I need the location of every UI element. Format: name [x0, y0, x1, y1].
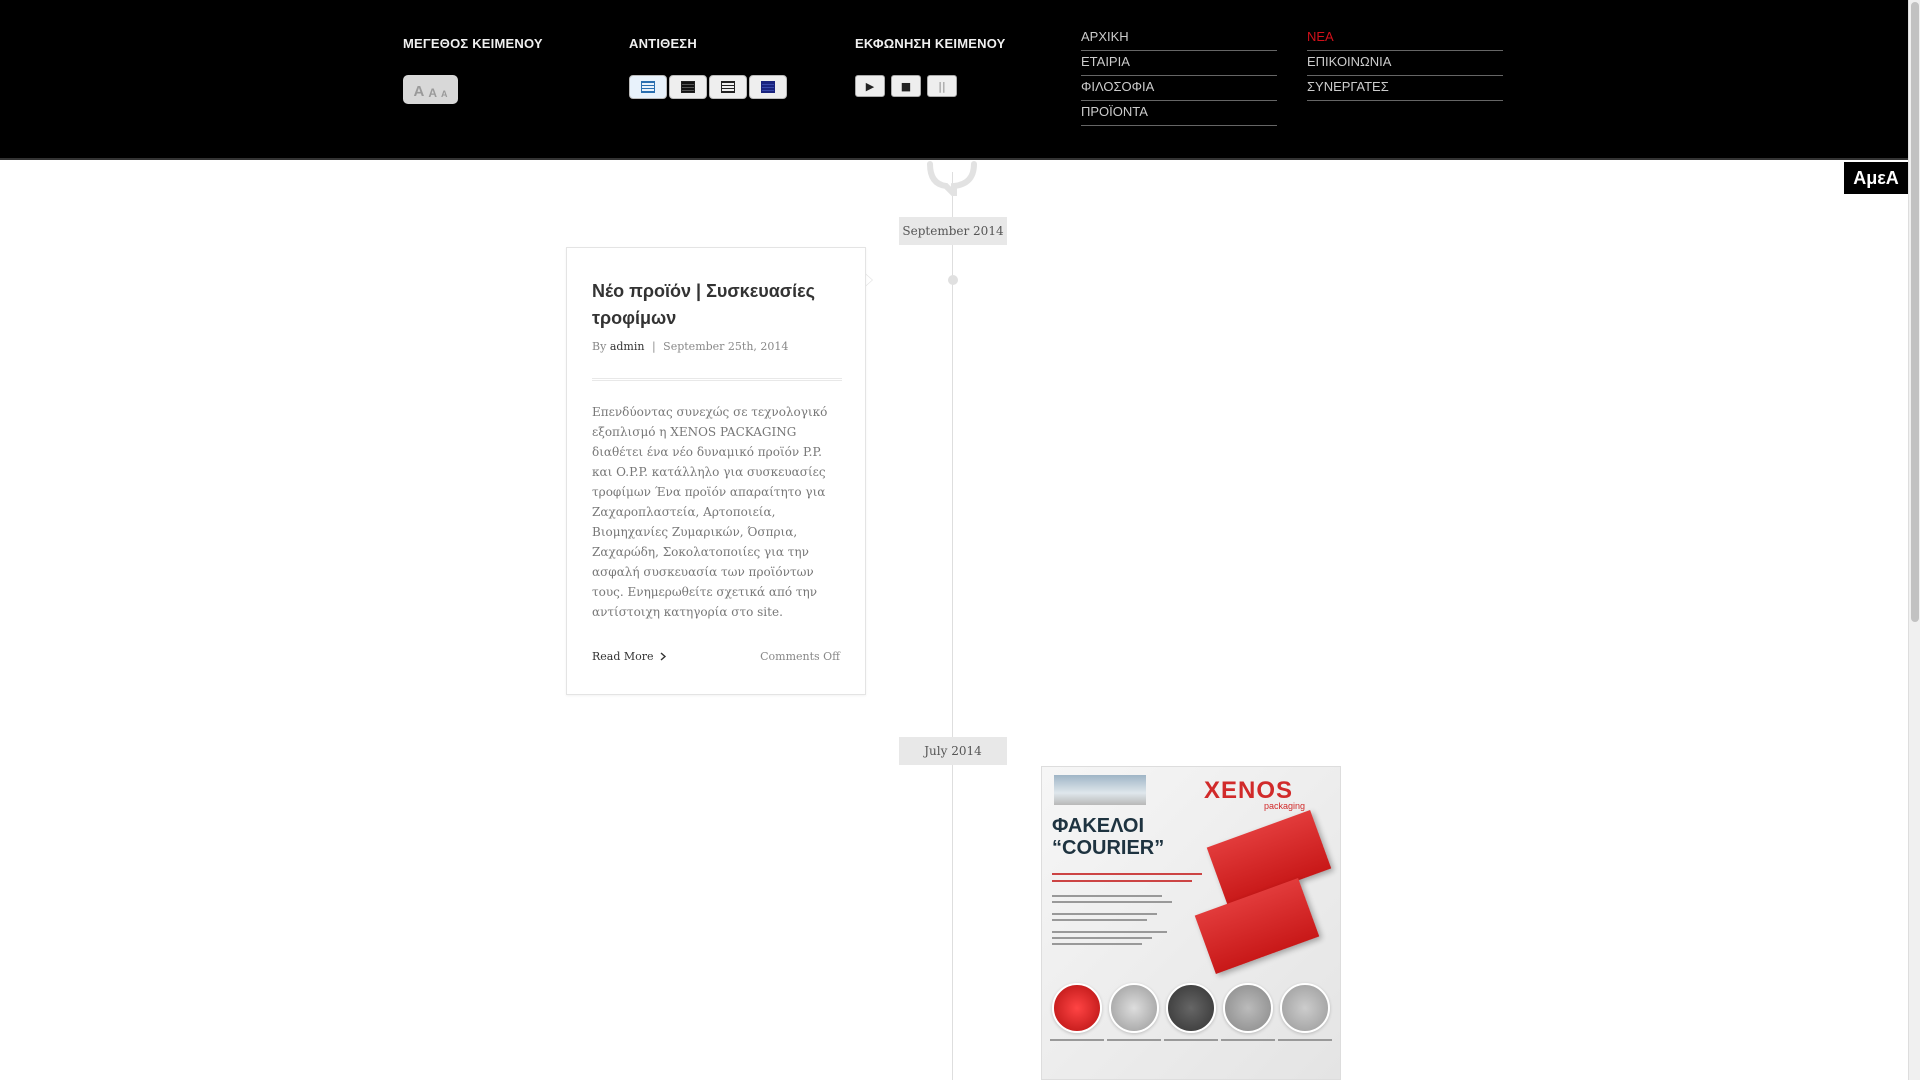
main-nav-column-1	[1081, 26, 1277, 126]
text-size-group	[403, 36, 543, 104]
accessibility-header	[0, 0, 1908, 160]
chevron-right-icon	[660, 652, 667, 661]
nav-item-home[interactable]: ΑΡΧΙΚΗ	[1081, 26, 1277, 51]
speech-title: ΕΚΦΩΝΗΣΗ ΚΕΙΜΕΝΟΥ	[855, 36, 1006, 51]
text-size-large-button[interactable]: A	[413, 83, 425, 100]
flyer-text-line	[1052, 937, 1152, 939]
post-author-link[interactable]: admin	[609, 340, 645, 353]
nav-item-contact[interactable]: ΕΠΙΚΟΙΝΩΝΙΑ	[1307, 51, 1503, 76]
accessibility-toggle-button[interactable]: ΑμεΑ	[1844, 162, 1908, 194]
courier-envelopes-flyer-image[interactable]	[1041, 766, 1341, 1080]
contrast-light-icon	[721, 81, 735, 93]
nav-item-news[interactable]: ΝΕΑ	[1307, 26, 1503, 51]
flyer-text-line	[1052, 913, 1157, 915]
post-title[interactable]: Νέο προϊόν | Συσκευασίες τροφίμων	[592, 281, 816, 328]
post-card	[566, 247, 866, 695]
timeline-date-badge: July 2014	[899, 737, 1007, 765]
read-more-link[interactable]	[592, 650, 667, 663]
flyer-text-line	[1052, 919, 1147, 921]
contrast-title: ΑΝΤΙΘΕΣΗ	[629, 36, 697, 51]
page-scrollbar[interactable]	[1908, 0, 1920, 1080]
nav-item-partners[interactable]: ΣΥΝΕΡΓΑΤΕΣ	[1307, 76, 1503, 101]
scrollbar-thumb[interactable]	[1911, 2, 1919, 622]
flyer-logo-sub: packaging	[1264, 801, 1306, 811]
nav-item-philosophy[interactable]: ΦΙΛΟΣΟΦΙΑ	[1081, 76, 1277, 101]
text-size-small-button[interactable]: A	[441, 89, 448, 99]
flyer-subheading: “COURIER”	[1052, 837, 1165, 859]
timeline-line	[952, 172, 953, 1080]
post-divider	[592, 378, 842, 381]
text-size-title: ΜΕΓΕΘΟΣ ΚΕΙΜΕΝΟΥ	[403, 36, 543, 51]
flyer-text-line	[1052, 901, 1172, 903]
flyer-caption-line	[1221, 1039, 1275, 1041]
product-circle-red	[1052, 983, 1102, 1033]
flyer-caption-line	[1164, 1039, 1218, 1041]
text-size-control	[403, 75, 458, 104]
comments-bubble-icon	[924, 160, 980, 196]
flyer-text-line	[1052, 943, 1142, 945]
flyer-caption-line	[1050, 1039, 1104, 1041]
post-by-label: By	[592, 340, 607, 353]
flyer-logo: XENOS	[1204, 777, 1294, 804]
flyer-heading: ΦΑΚΕΛΟΙ	[1052, 815, 1145, 837]
text-size-medium-button[interactable]: A	[428, 86, 437, 100]
product-circle-grey	[1223, 983, 1273, 1033]
envelope-graphic	[1195, 878, 1320, 974]
flyer-text-line	[1052, 873, 1202, 875]
contrast-blue-button[interactable]	[629, 75, 667, 99]
post-excerpt: Επενδύοντας συνεχώς σε τεχνολογικό εξοπλισμό η XENOS PACKAGING διαθέτει ένα νέο δυναμικό προϊόν P.P. και O.P.P. κατάλληλο για συσκευασίες τροφίμων Ένα προϊόν απαραίτητο για Ζαχαροπλαστεία, Αρτοποιεία, Βιομηχανίες Ζυμαρικών, Όσπρια, Ζαχαρώδη, Σοκολατοποιίες για την ασφαλή συσκευασία των προϊόντων τους. Ενημερωθείτε σχετικά από την αντίστοιχη κατηγορία στο site.	[592, 405, 828, 619]
product-circle-dark	[1166, 983, 1216, 1033]
play-button[interactable]: ▶	[855, 75, 885, 97]
factory-photo	[1054, 775, 1146, 805]
flyer-text-line	[1052, 931, 1167, 933]
product-circle-silver	[1109, 983, 1159, 1033]
timeline-date-badge: September 2014	[899, 217, 1007, 245]
product-circle-light	[1280, 983, 1330, 1033]
flyer-caption-line	[1278, 1039, 1332, 1041]
post-meta	[592, 340, 788, 353]
post-date: September 25th, 2014	[663, 340, 789, 353]
contrast-navy-button[interactable]	[749, 75, 787, 99]
read-more-label: Read More	[592, 650, 654, 663]
contrast-group	[629, 36, 787, 99]
contrast-blue-icon	[641, 81, 655, 93]
stop-button[interactable]: ■	[891, 75, 921, 97]
contrast-dark-button[interactable]	[669, 75, 707, 99]
flyer-text-line	[1052, 880, 1192, 882]
speech-group	[855, 36, 1006, 97]
contrast-dark-icon	[681, 81, 695, 93]
flyer-caption-line	[1107, 1039, 1161, 1041]
comments-status: Comments Off	[760, 650, 840, 663]
main-nav-column-2	[1307, 26, 1503, 101]
nav-item-company[interactable]: ΕΤΑΙΡΙΑ	[1081, 51, 1277, 76]
post-meta-separator: |	[651, 340, 656, 353]
pause-button[interactable]: ||	[927, 75, 957, 97]
timeline-dot	[948, 275, 958, 285]
contrast-navy-icon	[761, 81, 775, 93]
contrast-light-button[interactable]	[709, 75, 747, 99]
flyer-text-line	[1052, 895, 1162, 897]
nav-item-products[interactable]: ΠΡΟΪΟΝΤΑ	[1081, 101, 1277, 126]
